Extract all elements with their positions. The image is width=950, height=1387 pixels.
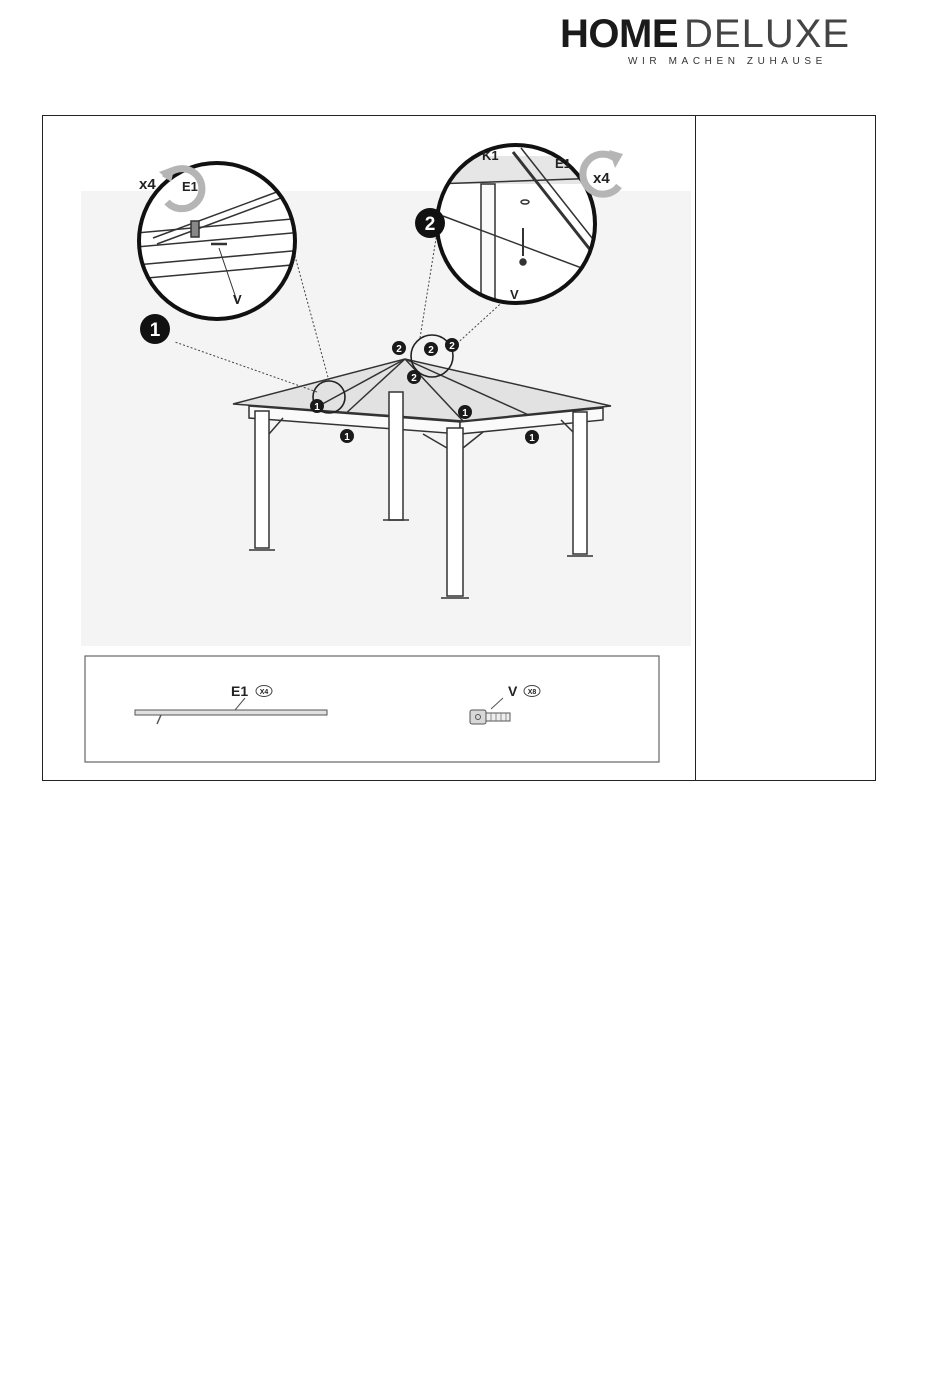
parts-e1-qty: X4	[259, 689, 269, 696]
screw-label-v: V	[510, 287, 519, 302]
step-badge-1-text: 1	[149, 320, 161, 341]
brand-tagline: WIR MACHEN ZUHAUSE	[628, 56, 827, 67]
step-marker-2-text: 2	[396, 344, 402, 355]
part-label-e1: E1	[182, 179, 198, 194]
step-badge-2-text: 2	[424, 214, 436, 235]
instruction-table	[42, 115, 876, 781]
parts-v-label: V	[508, 683, 518, 699]
part-label-e1: E1	[555, 156, 571, 171]
connector-label-k1: K1	[482, 148, 499, 163]
repeat-count: x4	[139, 176, 156, 193]
brand-deluxe: DELUXE	[684, 12, 851, 56]
step-marker-2-text: 2	[411, 373, 417, 384]
parts-box	[85, 656, 659, 762]
step-marker-1-text: 1	[314, 402, 320, 413]
step-marker-2-text: 2	[428, 345, 434, 356]
parts-e1-label: E1	[231, 683, 249, 699]
step-marker-1-text: 1	[344, 432, 350, 443]
brand-wordmark	[560, 12, 850, 56]
assembly-illustration	[43, 116, 695, 782]
step-marker-2-text: 2	[449, 341, 455, 352]
screw-label-v: V	[233, 292, 242, 307]
column-divider	[695, 116, 696, 780]
parts-box-frame	[85, 656, 659, 762]
step-marker-1-text: 1	[462, 408, 468, 419]
brand-home: HOME	[560, 12, 678, 56]
repeat-count: x4	[593, 170, 610, 187]
step-marker-1-text: 1	[529, 433, 535, 444]
parts-v-qty: X8	[527, 689, 537, 696]
brand-logo	[560, 12, 890, 72]
rotate-x4-icon	[583, 150, 623, 194]
